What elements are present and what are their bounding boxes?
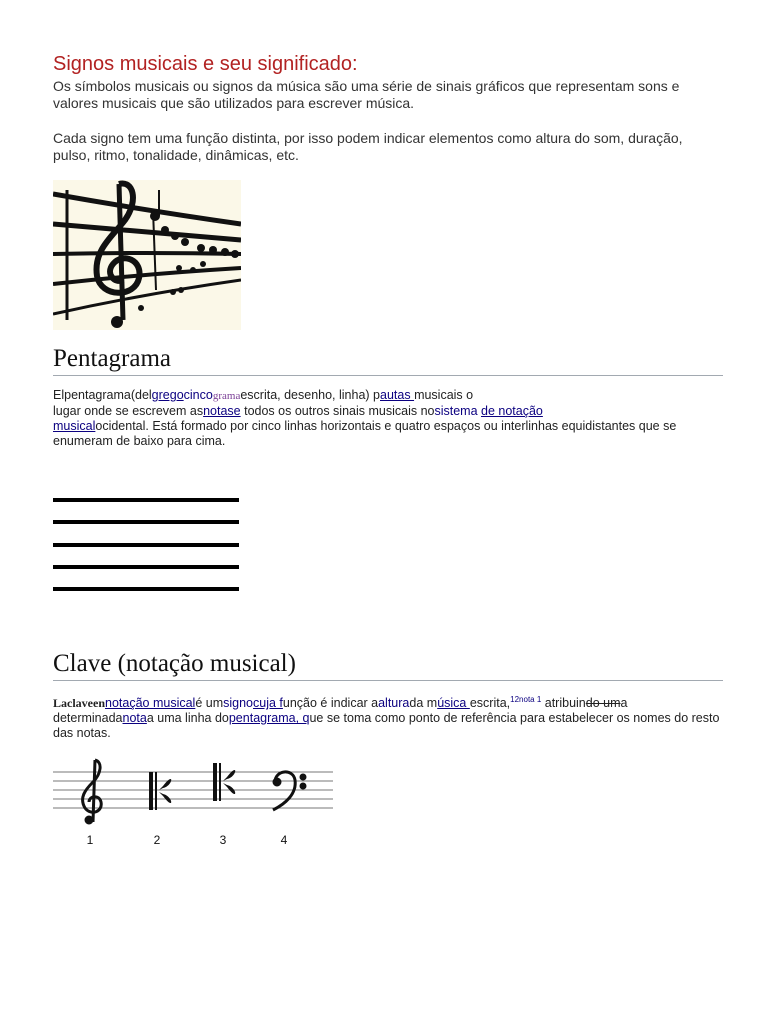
link-altura[interactable]: altura: [378, 696, 410, 711]
link-notacao[interactable]: de notação: [481, 404, 543, 418]
section-heading-clave: Clave (notação musical): [53, 650, 723, 681]
text: atribuin: [541, 696, 586, 711]
music-staff-illustration: [53, 180, 241, 330]
text: escrita,: [469, 696, 511, 711]
link-notacao-musical[interactable]: notação musical: [105, 696, 196, 711]
link-cuja[interactable]: cuja f: [253, 696, 283, 711]
text: escrita, desenho, linha) p: [240, 388, 380, 402]
link-musica[interactable]: úsica: [437, 696, 470, 711]
link-cinco[interactable]: cinco: [183, 388, 213, 402]
treble-clef-icon: [83, 760, 102, 823]
text: Elpentagrama(del: [53, 388, 152, 402]
link-grego[interactable]: grego: [151, 388, 184, 402]
pentagram-lines-illustration: [53, 495, 241, 595]
link-grama[interactable]: grama: [212, 390, 241, 402]
alto-clef-icon: [149, 772, 171, 810]
link-sistema[interactable]: sistema: [434, 404, 482, 418]
text: todos os outros sinais musicais no: [240, 404, 435, 418]
clefs-illustration: [53, 756, 335, 850]
text-strike: do um: [585, 696, 621, 711]
text: a uma linha do: [146, 711, 229, 726]
link-musical[interactable]: musical: [53, 419, 96, 433]
footnote-ref[interactable]: 12nota 1: [510, 695, 542, 704]
text-bold: Laclaveen: [53, 696, 105, 711]
link-pentagrama[interactable]: pentagrama, q: [228, 711, 310, 726]
text: unção é indicar a: [282, 696, 379, 711]
bass-clef-icon: [273, 772, 305, 810]
link-signo[interactable]: signo: [223, 696, 254, 711]
clef-number-3: 3: [219, 833, 227, 847]
clave-paragraph: [53, 692, 723, 741]
text: é um: [195, 696, 224, 711]
clef-number-1: 1: [86, 833, 94, 847]
text: da m: [409, 696, 438, 711]
intro-paragraph-2: Cada signo tem uma função distinta, por isso podem indicar elementos como altura do som, duração, pulso, ritmo, tonalidade, dinâmicas, etc.: [53, 130, 683, 163]
clef-number-4: 4: [280, 833, 288, 847]
text: lugar onde se escrevem as: [53, 404, 204, 418]
link-notas[interactable]: notase: [203, 404, 241, 418]
text: musicais o: [414, 388, 474, 402]
page-title: Signos musicais e seu significado:: [53, 53, 358, 75]
text: ue se toma como ponto de referência para estabelecer os nomes do resto das notas.: [53, 711, 720, 741]
tenor-clef-icon: [213, 763, 235, 801]
clef-number-2: 2: [153, 833, 161, 847]
text: ocidental. Está formado por cinco linhas horizontais e quatro espaços ou interlinhas equidistantes que se enumeram de baixo para cima.: [53, 419, 677, 448]
section-heading-pentagrama: Pentagrama: [53, 345, 723, 376]
link-nota[interactable]: nota: [122, 711, 147, 726]
intro-paragraph-1: Os símbolos musicais ou signos da música são uma série de sinais gráficos que representam sons e valores musicais que são utilizados para escrever música.: [53, 78, 680, 111]
pentagrama-paragraph: [53, 388, 723, 449]
text: a determinada: [53, 696, 628, 726]
link-pautas[interactable]: autas: [380, 388, 415, 402]
